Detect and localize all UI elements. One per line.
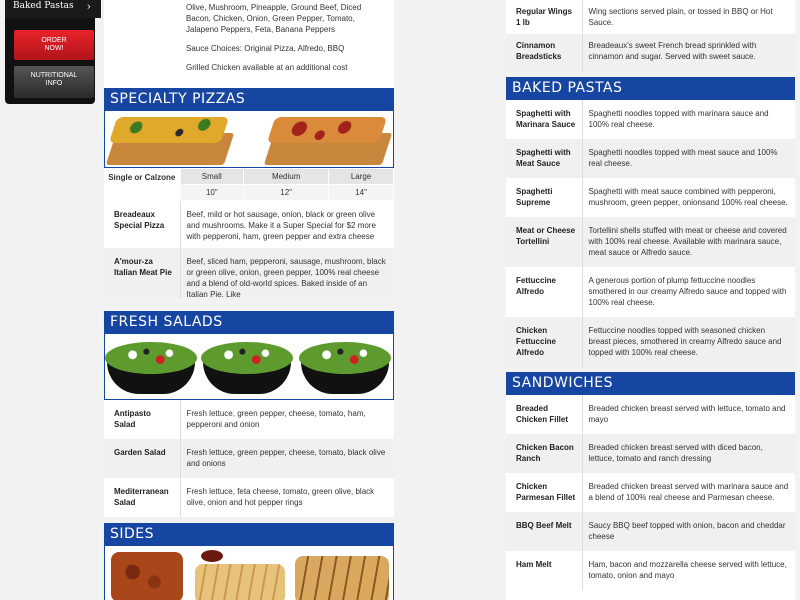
nutritional-info-label-2: INFO [45, 80, 63, 87]
list-item [506, 34, 795, 72]
item-desc: Saucy BBQ beef topped with onion, bacon and cheddar cheese [582, 512, 795, 551]
size-small-value: 10" [180, 185, 244, 201]
baked-pastas-list [506, 100, 795, 367]
left-sidebar [5, 0, 95, 104]
item-name: Cinnamon Breadsticks [516, 41, 562, 61]
list-item [104, 400, 394, 439]
list-item [104, 439, 394, 478]
chevron-right-icon: › [86, 0, 91, 13]
list-item [104, 201, 394, 248]
list-item [506, 267, 795, 317]
specialty-pizzas-list [104, 201, 394, 298]
item-name: Chicken Bacon Ranch [516, 443, 574, 463]
size-medium-label: Medium [244, 169, 329, 185]
item-name: Spaghetti with Marinara Sauce [516, 109, 576, 129]
list-item [506, 551, 795, 590]
item-name: Breadeaux Special Pizza [114, 210, 165, 230]
item-desc: Spaghetti noodles topped with meat sauce and 100% real cheese. [582, 139, 795, 178]
fresh-salads-header: FRESH SALADS [104, 311, 394, 334]
item-name: Regular Wings 1 lb [516, 7, 572, 27]
left-column-bottom [104, 311, 394, 600]
item-desc: Ham, bacon and mozzarella cheese served with lettuce, tomato, onion and mayo [582, 551, 795, 590]
fresh-salads-image [104, 334, 394, 400]
fresh-salads-list [104, 400, 394, 517]
sandwiches-header: SANDWICHES [506, 372, 795, 395]
size-medium-value: 12" [244, 185, 329, 201]
list-item [104, 478, 394, 517]
item-name: Chicken Fettuccine Alfredo [516, 326, 557, 357]
right-column [506, 0, 795, 600]
item-name: Chicken Parmesan Fillet [516, 482, 576, 502]
item-desc: Tortellini shells stuffed with meat or cheese and covered with 100% real cheese. Available with marinara sauce, meat sauce or Alfredo sauce. [582, 217, 795, 267]
sides-image [104, 546, 394, 600]
item-name: Antipasto Salad [114, 409, 151, 429]
nutritional-info-label-1: NUTRITIONAL [30, 72, 78, 79]
list-item [506, 317, 795, 367]
item-desc: Beef, mild or hot sausage, onion, black or green olive and mushrooms. Make it a Super Special for $2 more with pepperoni, ham, green pepper and extra cheese [180, 201, 394, 248]
size-table [104, 168, 394, 201]
sandwiches-list [506, 395, 795, 590]
list-item [506, 0, 795, 34]
sidebar-tab-label: Baked Pastas [13, 1, 74, 11]
item-name: Mediterranean Salad [114, 487, 169, 507]
sides-header: SIDES [104, 523, 394, 546]
list-item [506, 512, 795, 551]
list-item [506, 217, 795, 267]
item-name: A'mour-za Italian Meat Pie [114, 257, 172, 277]
item-desc: Breaded chicken breast served with lettuce, tomato and mayo [582, 395, 795, 434]
item-desc: Beef, sliced ham, pepperoni, sausage, mushroom, black or green olive, onion, green pepper, 100% real cheese and a blend of old-world spices. Baked inside of an Italian Pie. Like [180, 248, 394, 298]
list-item [506, 100, 795, 139]
order-now-button[interactable] [14, 30, 94, 60]
item-name: BBQ Beef Melt [516, 521, 572, 530]
sidebar-tab-baked-pastas[interactable] [5, 0, 101, 18]
list-item [104, 248, 394, 298]
order-now-label-1: ORDER [41, 37, 67, 44]
item-desc: Spaghetti noodles topped with marinara sauce and 100% real cheese. [582, 100, 795, 139]
item-desc: Wing sections served plain, or tossed in BBQ or Hot Sauce. [582, 0, 795, 34]
list-item [506, 473, 795, 512]
list-item [506, 434, 795, 473]
sauce-choices-text: Sauce Choices: Original Pizza, Alfredo, BBQ [186, 44, 345, 53]
item-desc: Fresh lettuce, feta cheese, tomato, green olive, black olive, onion and hot pepper rings [180, 478, 394, 517]
baked-pastas-header: BAKED PASTAS [506, 77, 795, 100]
toppings-text: Olive, Mushroom, Pineapple, Ground Beef, Diced Bacon, Chicken, Onion, Green Pepper, Tomato, Jalapeno Peppers, Feta, Banana Peppers [186, 3, 362, 34]
item-name: Meat or Cheese Tortellini [516, 226, 576, 246]
item-name: Ham Melt [516, 560, 552, 569]
item-desc: Fresh lettuce, green pepper, cheese, tomato, ham, pepperoni and onion [180, 400, 394, 439]
item-desc: Breaded chicken breast served with diced bacon, lettuce, tomato and ranch dressing [582, 434, 795, 473]
specialty-pizzas-header: SPECIALTY PIZZAS [104, 88, 394, 111]
list-item [506, 139, 795, 178]
item-desc: Spaghetti with meat sauce combined with pepperoni, mushroom, green pepper, onionsand 100% real cheese. [582, 178, 795, 217]
size-header: Single or Calzone [108, 172, 176, 182]
top-right-list [506, 0, 795, 72]
item-name: Fettuccine Alfredo [516, 276, 557, 296]
item-name: Spaghetti with Meat Sauce [516, 148, 571, 168]
specialty-pizzas-image [104, 111, 394, 168]
item-name: Garden Salad [114, 448, 166, 457]
item-desc: A generous portion of plump fettuccine noodles smothered in our creamy Alfredo sauce and topped with 100% real cheese. [582, 267, 795, 317]
nutritional-info-button[interactable] [14, 66, 94, 98]
list-item [506, 178, 795, 217]
item-desc: Fresh lettuce, green pepper, cheese, tomato, black olive and onions [180, 439, 394, 478]
left-column-top [104, 0, 394, 298]
item-name: Spaghetti Supreme [516, 187, 553, 207]
toppings-block [104, 0, 394, 88]
item-desc: Breadeaux's sweet French bread sprinkled with cinnamon and sugar. Served with sweet sauce. [582, 34, 795, 72]
size-small-label: Small [180, 169, 244, 185]
list-item [506, 395, 795, 434]
grilled-chicken-note: Grilled Chicken available at an additional cost [186, 63, 348, 72]
size-large-value: 14" [329, 185, 394, 201]
order-now-label-2: NOW! [44, 45, 64, 52]
item-desc: Breaded chicken breast served with marinara sauce and a blend of 100% real cheese and Parmesan cheese. [582, 473, 795, 512]
size-large-label: Large [329, 169, 394, 185]
item-name: Breaded Chicken Fillet [516, 404, 569, 424]
item-desc: Fettuccine noodles topped with seasoned chicken breast pieces, smothered in creamy Alfredo sauce and topped with 100% real cheese. [582, 317, 795, 367]
